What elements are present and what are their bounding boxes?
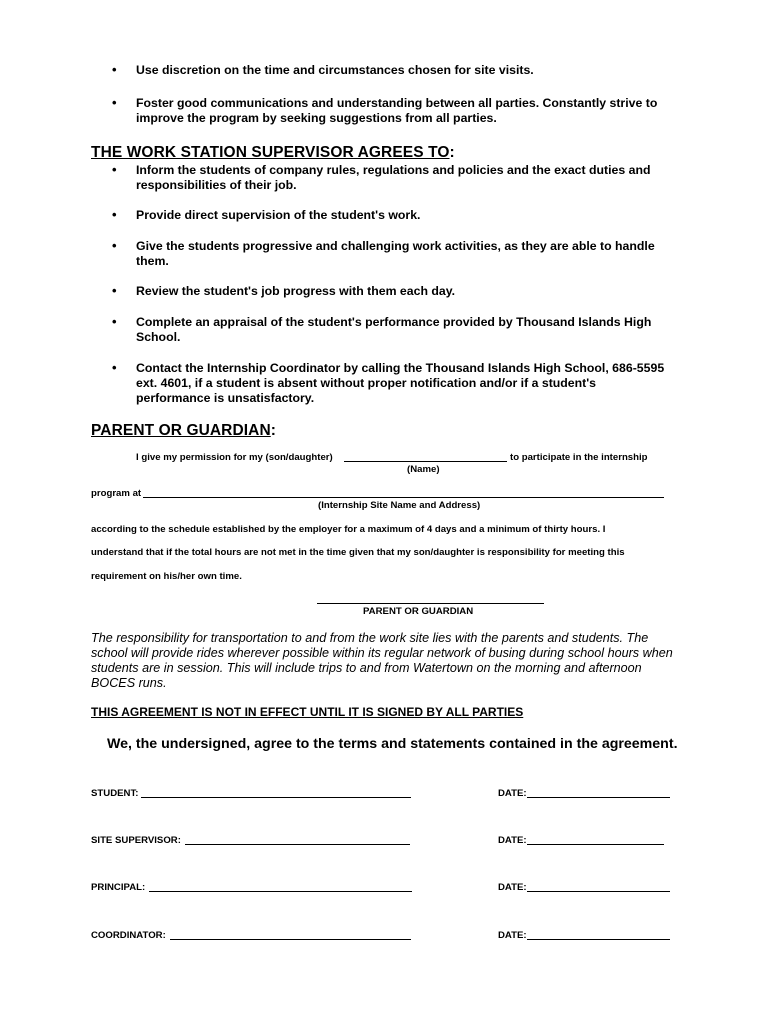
coordinator-signature-line[interactable]: [170, 939, 411, 940]
parent-heading: PARENT OR GUARDIAN:: [91, 422, 277, 439]
bullet-progressive-work: Give the students progressive and challenging work activities, as they are able to handle them.: [136, 239, 655, 268]
coordinator-date-label: DATE:: [498, 930, 527, 941]
bullet-text-line: improve the program by seeking suggestions from all parties.: [136, 111, 497, 125]
bullet-review-progress: Review the student's job progress with them each day.: [136, 284, 456, 298]
principal-date-line[interactable]: [527, 891, 670, 892]
site-caption: (Internship Site Name and Address): [318, 500, 481, 511]
bullet-icon: •: [112, 207, 117, 222]
bullet-icon: •: [112, 162, 117, 177]
coordinator-label: COORDINATOR:: [91, 930, 166, 941]
bullet-icon: •: [112, 360, 117, 375]
child-name-line[interactable]: [344, 461, 507, 462]
student-date-line[interactable]: [527, 797, 670, 798]
bullet-site-visits: [136, 63, 534, 78]
agree-statement: We, the undersigned, agree to the terms and statements contained in the agreement.: [107, 736, 678, 752]
site-supervisor-date-line[interactable]: [527, 844, 664, 845]
bullet-icon: •: [112, 283, 117, 298]
bullet-direct-supervision: Provide direct supervision of the student's work.: [136, 208, 421, 222]
bullet-contact-coordinator: Contact the Internship Coordinator by calling the Thousand Islands High School, 686-5595 ext. 4601, if a student is absent without proper notification and/or if a student's performance is unsatisfactory.: [136, 361, 665, 405]
permission-prefix: I give my permission for my (son/daughter): [136, 452, 333, 463]
bullet-icon: •: [112, 95, 117, 110]
principal-date-label: DATE:: [498, 882, 527, 893]
site-supervisor-signature-line[interactable]: [185, 844, 410, 845]
coordinator-date-line[interactable]: [527, 939, 670, 940]
bullet-text-line: Use discretion on the time and circumstances chosen for site visits.: [136, 63, 534, 77]
bullet-appraisal: Complete an appraisal of the student's performance provided by Thousand Islands High School.: [136, 315, 652, 344]
site-supervisor-label: SITE SUPERVISOR:: [91, 835, 181, 846]
bullet-icon: •: [112, 238, 117, 253]
principal-signature-line[interactable]: [149, 891, 412, 892]
supervisor-heading: THE WORK STATION SUPERVISOR AGREES TO:: [91, 144, 455, 161]
site-supervisor-date-label: DATE:: [498, 835, 527, 846]
principal-label: PRINCIPAL:: [91, 882, 146, 893]
bullet-text-line: Foster good communications and understanding between all parties. Constantly strive to: [136, 96, 658, 110]
parent-signature-caption: PARENT OR GUARDIAN: [363, 606, 474, 617]
bullet-icon: •: [112, 314, 117, 329]
permission-suffix: to participate in the internship: [510, 452, 648, 463]
student-date-label: DATE:: [498, 788, 527, 799]
not-in-effect-notice: THIS AGREEMENT IS NOT IN EFFECT UNTIL IT IS SIGNED BY ALL PARTIES: [91, 705, 524, 719]
program-at-label: program at: [91, 488, 142, 499]
student-signature-line[interactable]: [141, 797, 411, 798]
hours-text: understand that if the total hours are not met in the time given that my son/daughter is responsibility for meeting this: [91, 547, 625, 558]
parent-signature-line[interactable]: [317, 603, 544, 604]
bullet-communications: [136, 96, 657, 126]
bullet-icon: •: [112, 62, 117, 77]
schedule-text: according to the schedule established by the employer for a maximum of 4 days and a minimum of thirty hours. I: [91, 524, 606, 535]
student-label: STUDENT:: [91, 788, 139, 799]
name-caption: (Name): [407, 464, 440, 475]
transport-note: The responsibility for transportation to and from the work site lies with the parents and students. The school will provide rides wherever possible within its regular network of busing during school hours when students are in session. This will include trips to and from Watertown on the morning and afternoon BOCES runs.: [91, 631, 673, 690]
bullet-inform-students: Inform the students of company rules, regulations and policies and the exact duties and responsibilities of their job.: [136, 163, 651, 192]
requirement-text: requirement on his/her own time.: [91, 571, 242, 582]
program-site-line[interactable]: [143, 497, 664, 498]
